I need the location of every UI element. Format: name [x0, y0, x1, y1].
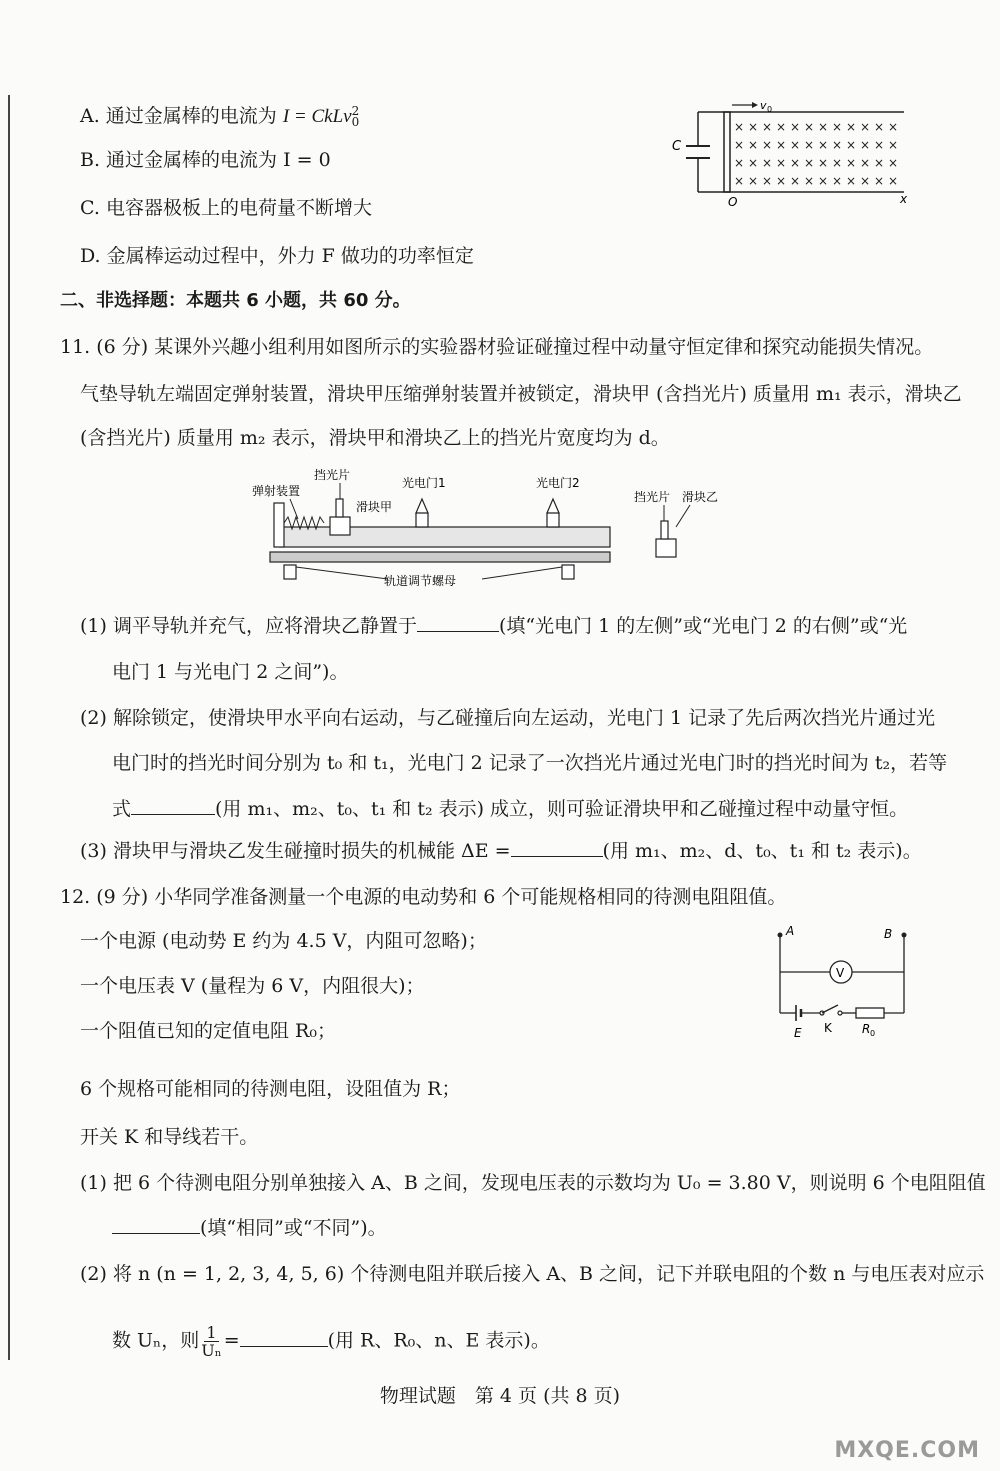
label-gate-1: 光电门1: [402, 476, 446, 490]
field-cross: ×: [748, 138, 759, 152]
field-cross: ×: [776, 120, 787, 134]
field-cross: ×: [748, 156, 759, 170]
field-cross: ×: [776, 174, 787, 188]
answer-blank[interactable]: [112, 1215, 200, 1234]
metal-rod: [724, 112, 730, 192]
q11-part2-a: (2) 解除锁定，使滑块甲水平向右运动，与乙碰撞后向左运动，光电门 1 记录了先后两次挡光片通过光: [80, 707, 936, 729]
field-cross: ×: [874, 138, 885, 152]
svg-text:K: K: [824, 1021, 832, 1035]
svg-text:0: 0: [767, 105, 773, 114]
base-plate: [270, 552, 610, 562]
label-gate-2: 光电门2: [536, 476, 580, 490]
label-shade-1: 挡光片: [314, 468, 351, 482]
field-cross: ×: [790, 174, 801, 188]
field-cross: ×: [846, 156, 857, 170]
q11-stem-1: 11. (6 分) 某课外兴趣小组利用如图所示的实验器材验证碰撞过程中动量守恒定律和探究动能损失情况。: [60, 336, 934, 358]
field-cross: ×: [734, 138, 745, 152]
field-cross: ×: [874, 174, 885, 188]
field-cross: ×: [832, 156, 843, 170]
field-cross: ×: [748, 174, 759, 188]
svg-text:B: B: [884, 927, 893, 941]
magnetic-field: [734, 120, 898, 188]
q12-stem: 12. (9 分) 小华同学准备测量一个电源的电动势和 6 个可能规格相同的待测电阻阻值。: [60, 886, 787, 908]
adjust-nut: [284, 565, 296, 579]
field-cross: ×: [888, 156, 899, 170]
label-c: C: [672, 139, 682, 154]
field-cross: ×: [748, 120, 759, 134]
field-cross: ×: [734, 156, 745, 170]
svg-text:v: v: [760, 100, 767, 112]
option-a: A. 通过金属棒的电流为 I = CkLv 2 0: [80, 104, 360, 129]
q12-item-1: 一个电源 (电动势 E 约为 4.5 V，内阻可忽略)；: [80, 930, 487, 952]
q12-part2-a: (2) 将 n (n = 1, 2, 3, 4, 5, 6) 个待测电阻并联后接入 A、B 之间，记下并联电阻的个数 n 与电压表对应示: [80, 1263, 985, 1285]
q12-part1-b: (填“相同”或“不同”)。: [112, 1215, 387, 1241]
q12-item-2: 一个电压表 V (量程为 6 V，内阻很大)；: [80, 975, 425, 997]
svg-text:A: A: [786, 925, 795, 938]
fraction: $\frac{1}{\text{Uₙ}}$: [201, 1323, 222, 1360]
answer-blank[interactable]: [240, 1328, 328, 1347]
field-cross: ×: [804, 138, 815, 152]
shade-plate-1: [336, 499, 343, 517]
label-slider-yi: 滑块乙: [682, 490, 719, 504]
q11-stem-2: 气垫导轨左端固定弹射装置，滑块甲压缩弹射装置并被锁定，滑块甲 (含挡光片) 质量用 m₁ 表示，滑块乙: [80, 383, 962, 405]
field-cross: ×: [832, 120, 843, 134]
q11-part2-c: 式 (用 m₁、m₂、t₀、t₁ 和 t₂ 表示) 成立，则可验证滑块甲和乙碰撞过程中动量守恒。: [112, 798, 909, 820]
slider-jia: [330, 517, 350, 535]
q12-item-5: 开关 K 和导线若干。: [80, 1126, 259, 1148]
field-cross: ×: [776, 138, 787, 152]
field-cross: ×: [790, 138, 801, 152]
field-cross: ×: [860, 156, 871, 170]
q11-part3: (3) 滑块甲与滑块乙发生碰撞时损失的机械能 ΔE = (用 m₁、m₂、d、t₀、t₁ 和 t₂ 表示)。: [80, 840, 922, 862]
field-cross: ×: [888, 174, 899, 188]
resistor-r0: [856, 1008, 884, 1018]
field-cross: ×: [860, 174, 871, 188]
field-cross: ×: [818, 156, 829, 170]
field-cross: ×: [762, 174, 773, 188]
field-cross: ×: [832, 174, 843, 188]
field-cross: ×: [762, 120, 773, 134]
svg-text:V: V: [836, 966, 845, 980]
field-cross: ×: [762, 138, 773, 152]
field-cross: ×: [832, 138, 843, 152]
q11-part1-a: (1) 调平导轨并充气，应将滑块乙静置于 (填“光电门 1 的左侧”或“光电门 2 的右侧”或“光: [80, 615, 908, 637]
field-cross: ×: [846, 174, 857, 188]
option-b: B. 通过金属棒的电流为 I = 0: [80, 149, 331, 171]
q12-item-3: 一个阻值已知的定值电阻 R₀；: [80, 1020, 336, 1042]
field-cross: ×: [874, 156, 885, 170]
label-launcher: 弹射装置: [252, 484, 301, 498]
field-cross: ×: [888, 138, 899, 152]
q11-stem-3: (含挡光片) 质量用 m₂ 表示，滑块甲和滑块乙上的挡光片宽度均为 d。: [80, 427, 670, 449]
photogate-1: [416, 499, 428, 527]
field-cross: ×: [734, 120, 745, 134]
launcher-block: [274, 503, 284, 547]
margin-line: [8, 95, 10, 1360]
field-cross: ×: [888, 120, 899, 134]
field-cross: ×: [804, 120, 815, 134]
q12-part1-a: (1) 把 6 个待测电阻分别单独接入 A、B 之间，发现电压表的示数均为 U₀ = 3.80 V，则说明 6 个电阻阻值: [80, 1172, 986, 1194]
shade-plate-2: [661, 521, 668, 539]
field-cross: ×: [804, 174, 815, 188]
svg-text:R: R: [862, 1022, 871, 1036]
q12-item-4: 6 个规格可能相同的待测电阻，设阻值为 R；: [80, 1078, 461, 1100]
page-footer: 物理试题 第 4 页 (共 8 页): [379, 1385, 621, 1407]
field-cross: ×: [846, 138, 857, 152]
section-heading: 二、非选择题：本题共 6 小题，共 60 分。: [60, 290, 411, 311]
field-cross: ×: [790, 120, 801, 134]
answer-blank[interactable]: [511, 838, 603, 857]
label-slider-jia: 滑块甲: [356, 500, 393, 514]
svg-text:E: E: [794, 1026, 802, 1040]
circuit-figure: [770, 925, 920, 1040]
photogate-2: [547, 499, 559, 527]
q11-part2-b: 电门时的挡光时间分别为 t₀ 和 t₁，光电门 2 记录了一次挡光片通过光电门时的挡光时间为 t₂，若等: [112, 752, 948, 774]
air-track-figure: [250, 465, 750, 600]
watermark: MXQE.COM: [834, 1438, 980, 1463]
answer-blank[interactable]: [131, 796, 215, 815]
label-nut: 轨道调节螺母: [384, 574, 457, 588]
field-cross: ×: [804, 156, 815, 170]
field-cross: ×: [818, 120, 829, 134]
field-cross: ×: [776, 156, 787, 170]
answer-blank[interactable]: [417, 613, 499, 632]
field-cross: ×: [790, 156, 801, 170]
field-cross: ×: [762, 156, 773, 170]
adjust-nut: [562, 565, 574, 579]
field-cross: ×: [874, 120, 885, 134]
field-cross: ×: [860, 138, 871, 152]
label-shade-2: 挡光片: [634, 490, 671, 504]
q11-part1-b: 电门 1 与光电门 2 之间”)。: [112, 661, 349, 683]
field-cross: ×: [860, 120, 871, 134]
label-o: O: [728, 195, 738, 209]
q12-part2-b: 数 Uₙ，则 $\frac{1}{\text{Uₙ}}$ = (用 R、R₀、n、E 表示)。: [112, 1323, 550, 1360]
option-c: C. 电容器极板上的电荷量不断增大: [80, 197, 372, 219]
option-d: D. 金属棒运动过程中，外力 F 做功的功率恒定: [80, 245, 474, 267]
capacitor-rail-figure: [668, 100, 918, 210]
field-cross: ×: [734, 174, 745, 188]
svg-text:0: 0: [870, 1029, 876, 1038]
field-cross: ×: [818, 138, 829, 152]
field-cross: ×: [846, 120, 857, 134]
field-cross: ×: [818, 174, 829, 188]
switch-k: [822, 1005, 838, 1013]
label-x: x: [900, 192, 908, 206]
slider-yi: [656, 539, 676, 557]
